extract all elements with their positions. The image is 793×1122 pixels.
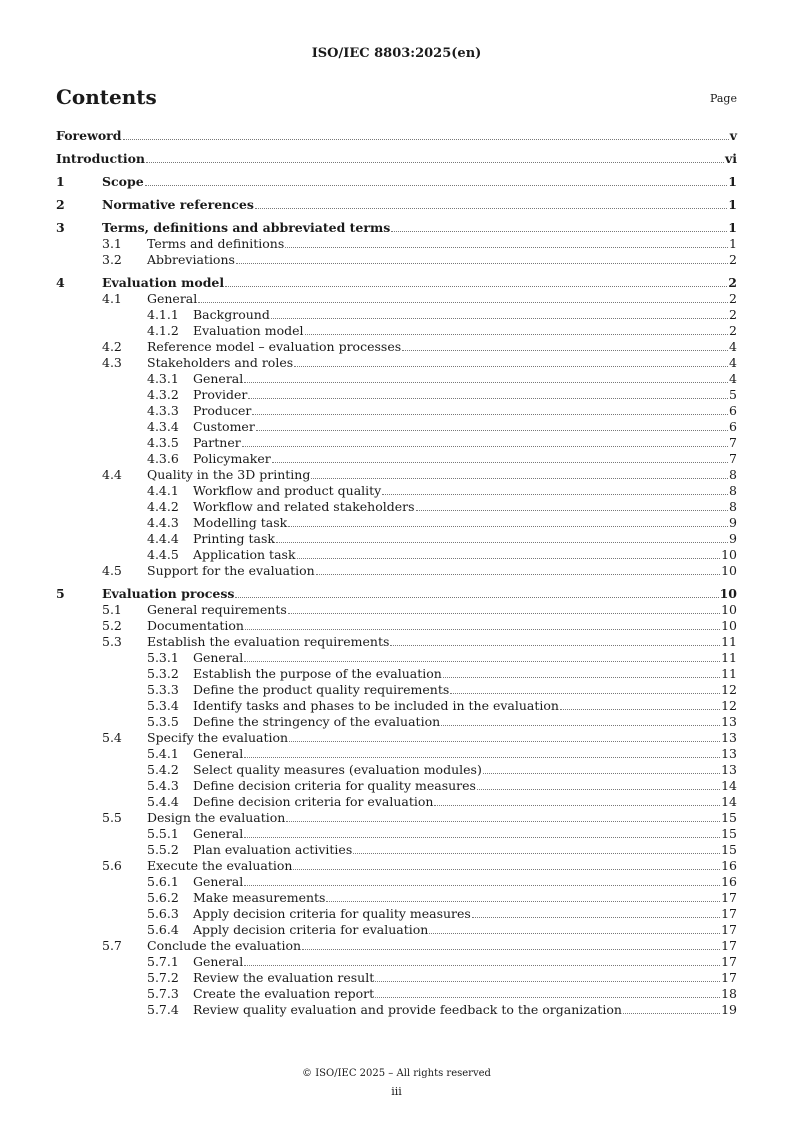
dot-leader: [305, 334, 729, 335]
toc-entry-number: 4.2: [102, 339, 122, 354]
toc-entry[interactable]: [56, 291, 737, 307]
toc-entry-page: 9: [729, 515, 737, 530]
toc-entry-title: Establish the purpose of the evaluation: [193, 666, 442, 681]
toc-entry-title: Execute the evaluation: [147, 858, 293, 873]
toc-entry-title: Background: [193, 307, 270, 322]
dot-leader: [225, 286, 727, 287]
dot-leader: [477, 789, 720, 790]
toc-entry-title: Quality in the 3D printing: [147, 467, 311, 482]
toc-entry-number: 5.6.1: [147, 874, 179, 889]
dot-leader: [623, 1013, 720, 1014]
toc-entry[interactable]: [56, 275, 737, 291]
toc-entry-title: Select quality measures (evaluation modules): [193, 762, 482, 777]
dot-leader: [248, 398, 728, 399]
page-number: iii: [391, 1085, 402, 1098]
toc-entry-page: 10: [721, 563, 737, 578]
toc-entry-title: Design the evaluation: [147, 810, 286, 825]
dot-leader: [311, 478, 728, 479]
toc-entry[interactable]: [56, 618, 737, 634]
toc-entry-title: Conclude the evaluation: [147, 938, 302, 953]
toc-entry-number: 3.2: [102, 252, 122, 267]
toc-entry[interactable]: [56, 906, 737, 922]
toc-entry[interactable]: [56, 778, 737, 794]
toc-entry-title: Review the evaluation result: [193, 970, 375, 985]
toc-entry-number: 5.3.3: [147, 682, 179, 697]
dot-leader: [255, 208, 727, 209]
toc-entry-title: Specify the evaluation: [147, 730, 289, 745]
dot-leader: [244, 885, 720, 886]
toc-entry-page: 17: [721, 938, 737, 953]
toc-entry-title: Printing task: [193, 531, 275, 546]
toc-entry-title: Documentation: [147, 618, 244, 633]
dot-leader: [123, 139, 729, 140]
dot-leader: [375, 997, 720, 998]
dot-leader: [244, 661, 720, 662]
toc-entry[interactable]: [56, 220, 737, 236]
toc-entry-number: 5.2: [102, 618, 122, 633]
toc-entry[interactable]: [56, 339, 737, 355]
toc-entry[interactable]: [56, 547, 737, 563]
dot-leader: [402, 350, 728, 351]
toc-entry[interactable]: [56, 355, 737, 371]
toc-entry-page: 6: [729, 403, 737, 418]
toc-entry-page: 5: [729, 387, 737, 402]
dot-leader: [390, 645, 720, 646]
toc-entry-title: Terms and definitions: [147, 236, 285, 251]
toc-entry-page: 12: [721, 698, 737, 713]
toc-entry-page: 17: [721, 922, 737, 937]
toc-entry-number: 4.3: [102, 355, 122, 370]
toc-entry-page: 13: [721, 746, 737, 761]
toc-entry-page: 4: [729, 371, 737, 386]
toc-entry[interactable]: [56, 236, 737, 252]
toc-entry-title: Policymaker: [193, 451, 271, 466]
toc-entry-page: 11: [721, 650, 737, 665]
toc-entry-number: 4.1.2: [147, 323, 179, 338]
toc-entry-title: Abbreviations: [147, 252, 235, 267]
dot-leader: [288, 613, 720, 614]
dot-leader: [244, 757, 720, 758]
toc-entry-title: Define decision criteria for quality measures: [193, 778, 476, 793]
toc-entry[interactable]: [56, 682, 737, 698]
dot-leader: [326, 901, 720, 902]
toc-entry-page: 15: [721, 810, 737, 825]
toc-entry-title: General: [193, 371, 244, 386]
document-identifier: ISO/IEC 8803:2025(en): [311, 46, 482, 61]
toc-entry-title: Create the evaluation report: [193, 986, 375, 1001]
dot-leader: [416, 510, 729, 511]
toc-entry-number: 4.3.6: [147, 451, 179, 466]
dot-leader: [145, 185, 728, 186]
toc-entry-number: 4.3.1: [147, 371, 179, 386]
toc-entry[interactable]: [56, 483, 737, 499]
toc-entry-title: Identify tasks and phases to be included in the evaluation: [193, 698, 559, 713]
page-column-label: Page: [709, 92, 737, 105]
dot-leader: [293, 869, 720, 870]
toc-entry[interactable]: [56, 371, 737, 387]
toc-entry[interactable]: [56, 698, 737, 714]
toc-entry[interactable]: [56, 451, 737, 467]
toc-entry-page: 7: [729, 435, 737, 450]
toc-entry[interactable]: [56, 1002, 737, 1018]
toc-entry[interactable]: [56, 174, 737, 190]
toc-entry-number: 4.4.3: [147, 515, 179, 530]
toc-entry-page: 7: [729, 451, 737, 466]
dot-leader: [375, 981, 720, 982]
toc-entry[interactable]: [56, 730, 737, 746]
dot-leader: [472, 917, 720, 918]
toc-entry-title: Workflow and product quality: [193, 483, 382, 498]
toc-entry-title: Apply decision criteria for evaluation: [193, 922, 429, 937]
dot-leader: [297, 558, 721, 559]
toc-entry-page: 4: [729, 355, 737, 370]
toc-entry-title: Define the stringency of the evaluation: [193, 714, 441, 729]
dot-leader: [242, 446, 728, 447]
toc-entry-number: 5.3: [102, 634, 122, 649]
toc-entry-title: Define decision criteria for evaluation: [193, 794, 434, 809]
toc-entry[interactable]: [56, 419, 737, 435]
toc-entry-number: 4.4.4: [147, 531, 179, 546]
toc-entry-number: 2: [56, 197, 65, 212]
toc-entry-number: 5.6.2: [147, 890, 179, 905]
toc-entry[interactable]: [56, 307, 737, 323]
toc-entry-number: 5.6: [102, 858, 122, 873]
toc-entry-title: Foreword: [56, 128, 122, 143]
toc-entry-number: 4.1: [102, 291, 122, 306]
toc-entry-page: 2: [729, 291, 737, 306]
toc-entry-page: 10: [721, 618, 737, 633]
toc-entry-number: 5.4.2: [147, 762, 179, 777]
dot-leader: [271, 318, 728, 319]
dot-leader: [382, 494, 728, 495]
toc-entry-page: 17: [721, 890, 737, 905]
toc-entry[interactable]: [56, 762, 737, 778]
toc-entry-page: 2: [728, 275, 737, 290]
toc-entry[interactable]: [56, 842, 737, 858]
toc-entry-page: 9: [729, 531, 737, 546]
toc-entry[interactable]: [56, 714, 737, 730]
toc-entry-number: 5.6.4: [147, 922, 179, 937]
toc-entry-title: Plan evaluation activities: [193, 842, 353, 857]
toc-entry-number: 5.3.2: [147, 666, 179, 681]
toc-entry[interactable]: [56, 890, 737, 906]
toc-entry-number: 4.4.1: [147, 483, 179, 498]
dot-leader: [391, 231, 727, 232]
toc-entry-number: 5.7.1: [147, 954, 179, 969]
dot-leader: [441, 725, 720, 726]
dot-leader: [244, 837, 720, 838]
toc-entry-page: 13: [721, 762, 737, 777]
dot-leader: [289, 741, 720, 742]
toc-entry-title: Introduction: [56, 151, 146, 166]
toc-entry-number: 4.1.1: [147, 307, 179, 322]
toc-entry[interactable]: [56, 826, 737, 842]
toc-entry[interactable]: [56, 403, 737, 419]
dot-leader: [316, 574, 720, 575]
toc-entry-page: 2: [729, 323, 737, 338]
toc-entry-number: 5.5.1: [147, 826, 179, 841]
toc-entry-number: 5.1: [102, 602, 122, 617]
toc-entry-page: 10: [719, 586, 737, 601]
toc-entry-page: 4: [729, 339, 737, 354]
dot-leader: [276, 542, 728, 543]
toc-entry[interactable]: [56, 531, 737, 547]
toc-entry-page: 1: [729, 236, 737, 251]
toc-entry[interactable]: [56, 128, 737, 144]
dot-leader: [245, 629, 720, 630]
toc-entry-title: General: [193, 746, 244, 761]
toc-entry[interactable]: [56, 602, 737, 618]
toc-entry-title: Evaluation model: [102, 275, 225, 290]
toc-entry[interactable]: [56, 435, 737, 451]
toc-entry[interactable]: [56, 794, 737, 810]
toc-entry-page: 17: [721, 970, 737, 985]
toc-entry[interactable]: [56, 467, 737, 483]
dot-leader: [429, 933, 720, 934]
toc-entry-title: General requirements: [147, 602, 287, 617]
dot-leader: [244, 965, 720, 966]
toc-entry-number: 5.4.4: [147, 794, 179, 809]
toc-entry[interactable]: [56, 938, 737, 954]
dot-leader: [285, 247, 728, 248]
toc-entry-page: 16: [721, 858, 737, 873]
toc-entry-number: 5.4.3: [147, 778, 179, 793]
toc-entry-title: Customer: [193, 419, 255, 434]
toc-entry-number: 5.7.4: [147, 1002, 179, 1017]
toc-entry-number: 5.5: [102, 810, 122, 825]
toc-entry-number: 5.7.3: [147, 986, 179, 1001]
toc-entry-number: 5.3.4: [147, 698, 179, 713]
toc-entry-title: Partner: [193, 435, 241, 450]
toc-entry[interactable]: [56, 874, 737, 890]
toc-entry[interactable]: [56, 810, 737, 826]
toc-entry-number: 4.5: [102, 563, 122, 578]
toc-entry-page: 12: [721, 682, 737, 697]
toc-entry[interactable]: [56, 323, 737, 339]
toc-entry-title: Evaluation process: [102, 586, 235, 601]
dot-leader: [294, 366, 728, 367]
toc-entry-page: 19: [721, 1002, 737, 1017]
toc-entry-title: Scope: [102, 174, 144, 189]
toc-entry-page: 14: [721, 778, 737, 793]
toc-entry-title: Apply decision criteria for quality measures: [193, 906, 471, 921]
toc-entry-number: 5.4.1: [147, 746, 179, 761]
toc-entry-title: Modelling task: [193, 515, 288, 530]
toc-entry-page: 10: [721, 602, 737, 617]
toc-entry-page: 17: [721, 954, 737, 969]
toc-entry-page: 11: [721, 634, 737, 649]
toc-entry-title: General: [193, 954, 244, 969]
toc-entry-page: 1: [728, 174, 737, 189]
toc-entry-title: Application task: [193, 547, 296, 562]
table-of-contents: [56, 128, 737, 1018]
toc-entry-page: 2: [729, 307, 737, 322]
toc-entry-title: Workflow and related stakeholders: [193, 499, 415, 514]
toc-entry-number: 1: [56, 174, 65, 189]
toc-entry-number: 4: [56, 275, 65, 290]
toc-entry[interactable]: [56, 151, 737, 167]
toc-entry[interactable]: [56, 387, 737, 403]
toc-entry-page: 17: [721, 906, 737, 921]
toc-entry-page: 8: [729, 499, 737, 514]
toc-entry-page: 10: [721, 547, 737, 562]
toc-entry-page: 1: [728, 220, 737, 235]
toc-entry-page: 18: [721, 986, 737, 1001]
toc-entry-title: Evaluation model: [193, 323, 304, 338]
toc-entry-number: 4.3.2: [147, 387, 179, 402]
toc-entry-page: 15: [721, 842, 737, 857]
dot-leader: [272, 462, 728, 463]
toc-entry-title: Support for the evaluation: [147, 563, 315, 578]
dot-leader: [256, 430, 728, 431]
dot-leader: [252, 414, 728, 415]
toc-entry-page: vi: [724, 151, 737, 166]
dot-leader: [353, 853, 720, 854]
dot-leader: [146, 162, 724, 163]
toc-entry-page: 15: [721, 826, 737, 841]
toc-entry-title: Reference model – evaluation processes: [147, 339, 402, 354]
dot-leader: [434, 805, 720, 806]
toc-entry[interactable]: [56, 650, 737, 666]
toc-entry-page: v: [729, 128, 737, 143]
dot-leader: [483, 773, 720, 774]
toc-entry-number: 5: [56, 586, 65, 601]
toc-entry-title: Review quality evaluation and provide feedback to the organization: [193, 1002, 622, 1017]
dot-leader: [302, 949, 720, 950]
dot-leader: [443, 677, 720, 678]
dot-leader: [244, 382, 728, 383]
toc-entry-title: Provider: [193, 387, 248, 402]
toc-entry-number: 5.7.2: [147, 970, 179, 985]
toc-entry-number: 5.3.5: [147, 714, 179, 729]
toc-entry[interactable]: [56, 858, 737, 874]
toc-entry[interactable]: [56, 634, 737, 650]
toc-entry-page: 6: [729, 419, 737, 434]
toc-entry-number: 5.3.1: [147, 650, 179, 665]
toc-entry[interactable]: [56, 499, 737, 515]
toc-entry[interactable]: [56, 746, 737, 762]
toc-entry-number: 4.3.3: [147, 403, 179, 418]
toc-entry-number: 5.6.3: [147, 906, 179, 921]
toc-entry[interactable]: [56, 515, 737, 531]
toc-entry-title: General: [193, 874, 244, 889]
copyright-notice: © ISO/IEC 2025 – All rights reserved: [302, 1068, 491, 1079]
toc-entry-page: 11: [721, 666, 737, 681]
toc-entry-number: 3: [56, 220, 65, 235]
toc-entry-page: 13: [721, 730, 737, 745]
toc-entry-title: General: [193, 650, 244, 665]
toc-entry-number: 4.4: [102, 467, 122, 482]
toc-entry[interactable]: [56, 197, 737, 213]
toc-entry[interactable]: [56, 986, 737, 1002]
toc-entry-title: Normative references: [102, 197, 254, 212]
toc-entry-number: 5.4: [102, 730, 122, 745]
page-title: Contents: [56, 85, 157, 109]
toc-entry[interactable]: [56, 252, 737, 268]
toc-entry-page: 14: [721, 794, 737, 809]
toc-entry-number: 5.7: [102, 938, 122, 953]
toc-entry-title: Producer: [193, 403, 252, 418]
toc-entry-title: Establish the evaluation requirements: [147, 634, 390, 649]
toc-entry[interactable]: [56, 954, 737, 970]
toc-entry-number: 4.3.5: [147, 435, 179, 450]
toc-entry-page: 8: [729, 483, 737, 498]
toc-entry-page: 2: [729, 252, 737, 267]
dot-leader: [450, 693, 720, 694]
dot-leader: [288, 526, 728, 527]
dot-leader: [560, 709, 720, 710]
toc-entry-title: General: [147, 291, 198, 306]
dot-leader: [198, 302, 728, 303]
toc-entry-number: 5.5.2: [147, 842, 179, 857]
toc-entry-number: 4.4.2: [147, 499, 179, 514]
toc-entry-number: 4.4.5: [147, 547, 179, 562]
toc-entry[interactable]: [56, 666, 737, 682]
toc-entry-page: 1: [728, 197, 737, 212]
dot-leader: [236, 263, 728, 264]
toc-entry-title: Stakeholders and roles: [147, 355, 294, 370]
dot-leader: [286, 821, 720, 822]
toc-entry-page: 8: [729, 467, 737, 482]
dot-leader: [235, 597, 718, 598]
toc-entry-title: Define the product quality requirements: [193, 682, 450, 697]
toc-entry-number: 4.3.4: [147, 419, 179, 434]
toc-entry-number: 3.1: [102, 236, 122, 251]
toc-entry[interactable]: [56, 563, 737, 579]
toc-entry[interactable]: [56, 970, 737, 986]
toc-entry-page: 16: [721, 874, 737, 889]
toc-entry-page: 13: [721, 714, 737, 729]
toc-entry-title: Terms, definitions and abbreviated terms: [102, 220, 391, 235]
toc-entry-title: Make measurements: [193, 890, 326, 905]
toc-entry-title: General: [193, 826, 244, 841]
toc-entry[interactable]: [56, 922, 737, 938]
toc-entry[interactable]: [56, 586, 737, 602]
